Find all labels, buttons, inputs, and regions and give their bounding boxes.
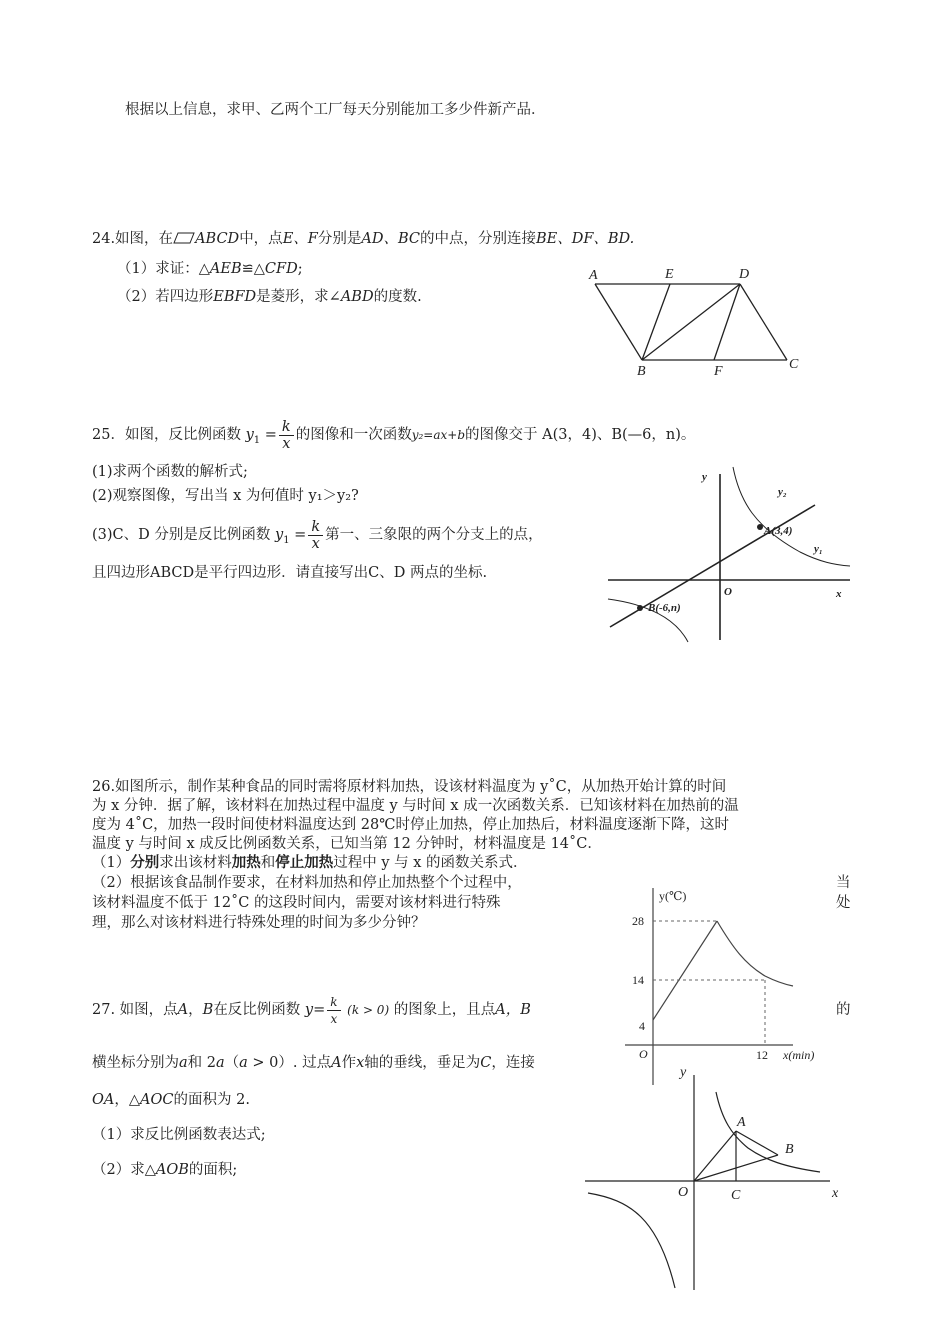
label-a: A(3,4): [764, 525, 793, 537]
label-4: 4: [639, 1019, 645, 1033]
label-14: 14: [632, 973, 644, 987]
q26-part2-line2: 该材料温度不低于 12˚C 的这段时间内，需要对该材料进行特殊: [92, 895, 501, 911]
cooling-curve: [717, 921, 793, 986]
q25-graph-figure: [600, 462, 860, 647]
label-c: C: [789, 357, 799, 372]
label-d: D: [739, 267, 750, 282]
k-over-x-27: $\frac{k}{x}$: [327, 994, 340, 1027]
label-a: A: [589, 268, 598, 283]
q27-stem: 27. 如图，点A，B在反比例函数 y= $\frac{k}{x}$ (k > 0) 的图象上，且点A，B: [92, 994, 531, 1026]
segment-df: [714, 284, 740, 360]
q24-stem: 24.如图，在 ABCD中，点E、F分别是AD、BC的中点，分别连接BE、DF、BD.: [92, 231, 635, 247]
k-over-x: $\frac{k}{x}$: [279, 419, 294, 452]
q24-parallelogram-figure: [580, 262, 810, 377]
label-b: B: [637, 364, 646, 377]
parallelogram-icon: [173, 230, 195, 242]
side-ab: [595, 284, 642, 360]
label-f: F: [714, 364, 723, 377]
q26-line3: 度为 4˚C，加热一段时间使材料温度达到 28℃时停止加热，停止加热后，材料温度逐渐下降，这时: [92, 817, 729, 833]
label-y: y: [702, 471, 707, 483]
heating-line: [653, 921, 717, 1020]
q27-line3: OA，△AOC的面积为 2.: [92, 1092, 250, 1108]
label-x: x: [836, 588, 842, 600]
label-y: y: [680, 1065, 687, 1080]
label-o: O: [724, 586, 732, 598]
label-b: B: [785, 1142, 794, 1157]
q25-part3b: 且四边形ABCD是平行四边形．请直接写出C、D 两点的坐标.: [92, 565, 488, 581]
q24-part1: （1）求证：△AEB≌△CFD;: [117, 261, 303, 277]
q23-line: 根据以上信息，求甲、乙两个工厂每天分别能加工多少件新产品．: [125, 102, 546, 118]
label-o: O: [639, 1047, 648, 1061]
label-c: C: [731, 1188, 741, 1203]
label-y1: y₁: [814, 543, 823, 555]
label-x: x(min): [783, 1048, 815, 1062]
hyperbola-q1: [716, 1092, 820, 1172]
q27-line2: 横坐标分别为a和 2a（a > 0）. 过点A作x轴的垂线，垂足为C，连接: [92, 1055, 535, 1071]
label-y: y(℃): [659, 889, 687, 903]
q25-part1: (1)求两个函数的解析式;: [92, 464, 248, 480]
q26-temperature-graph: [615, 880, 830, 1090]
label-12: 12: [756, 1048, 768, 1062]
q26-part1: （1）分别求出该材料加热和停止加热过程中 y 与 x 的函数关系式．: [92, 854, 528, 871]
q26-part2-line3: 理，那么对该材料进行特殊处理的时间为多少分钟？: [92, 915, 426, 931]
q27-part2: （2）求△AOB的面积;: [92, 1162, 238, 1178]
hyperbola-q1: [733, 467, 850, 566]
side-dc: [740, 284, 787, 360]
q26-part2-right1: 当: [836, 875, 851, 891]
label-o: O: [678, 1185, 689, 1200]
label-28: 28: [632, 914, 644, 928]
q26-line2: 为 x 分钟．据了解，该材料在加热过程中温度 y 与时间 x 成一次函数关系．已知该材料在加热前的温: [92, 798, 739, 814]
q25-stem: 25．如图，反比例函数 $y_1$ = $\frac{k}{x}$ 的图像和一次函数y₂=ax+b的图像交于 A(3，4)、B(—6，n)。: [92, 418, 696, 452]
segment-oa: [694, 1131, 736, 1181]
q24-part2: （2）若四边形EBFD是菱形，求∠ABD的度数.: [117, 289, 422, 305]
label-e: E: [665, 267, 674, 282]
point-b: [637, 605, 643, 611]
q25-part2: (2)观察图像，写出当 x 为何值时 y₁＞y₂?: [92, 488, 359, 504]
point-a: [757, 524, 763, 530]
label-b: B(-6,n): [648, 602, 681, 614]
segment-bd: [642, 284, 740, 360]
k-over-x-2: $\frac{k}{x}$: [308, 519, 323, 552]
label-y2: y₂: [778, 486, 787, 498]
label-a: A: [737, 1115, 746, 1130]
hyperbola-q3: [588, 1193, 675, 1288]
q26-part2-right2: 处: [836, 895, 851, 911]
q25-part3a: (3)C、D 分别是反比例函数 $y_1$ = $\frac{k}{x}$ 第一、三象限的两个分支上的点，: [92, 518, 543, 552]
q26-line1: 26.如图所示，制作某种食品的同时需将原材料加热，设该材料温度为 y˚C，从加热开始计算的时间: [92, 779, 727, 795]
q27-hyperbola-figure: [580, 1060, 850, 1295]
q27-part1: （1）求反比例函数表达式;: [92, 1127, 266, 1143]
q26-part2-line1: （2）根据该食品制作要求，在材料加热和停止加热整个个过程中，: [92, 875, 522, 891]
label-x: x: [832, 1186, 839, 1201]
q26-line4: 温度 y 与时间 x 成反比例函数关系，已知当第 12 分钟时，材料温度是 14˚C．: [92, 836, 602, 852]
q27-stem-right: 的: [836, 1002, 851, 1018]
